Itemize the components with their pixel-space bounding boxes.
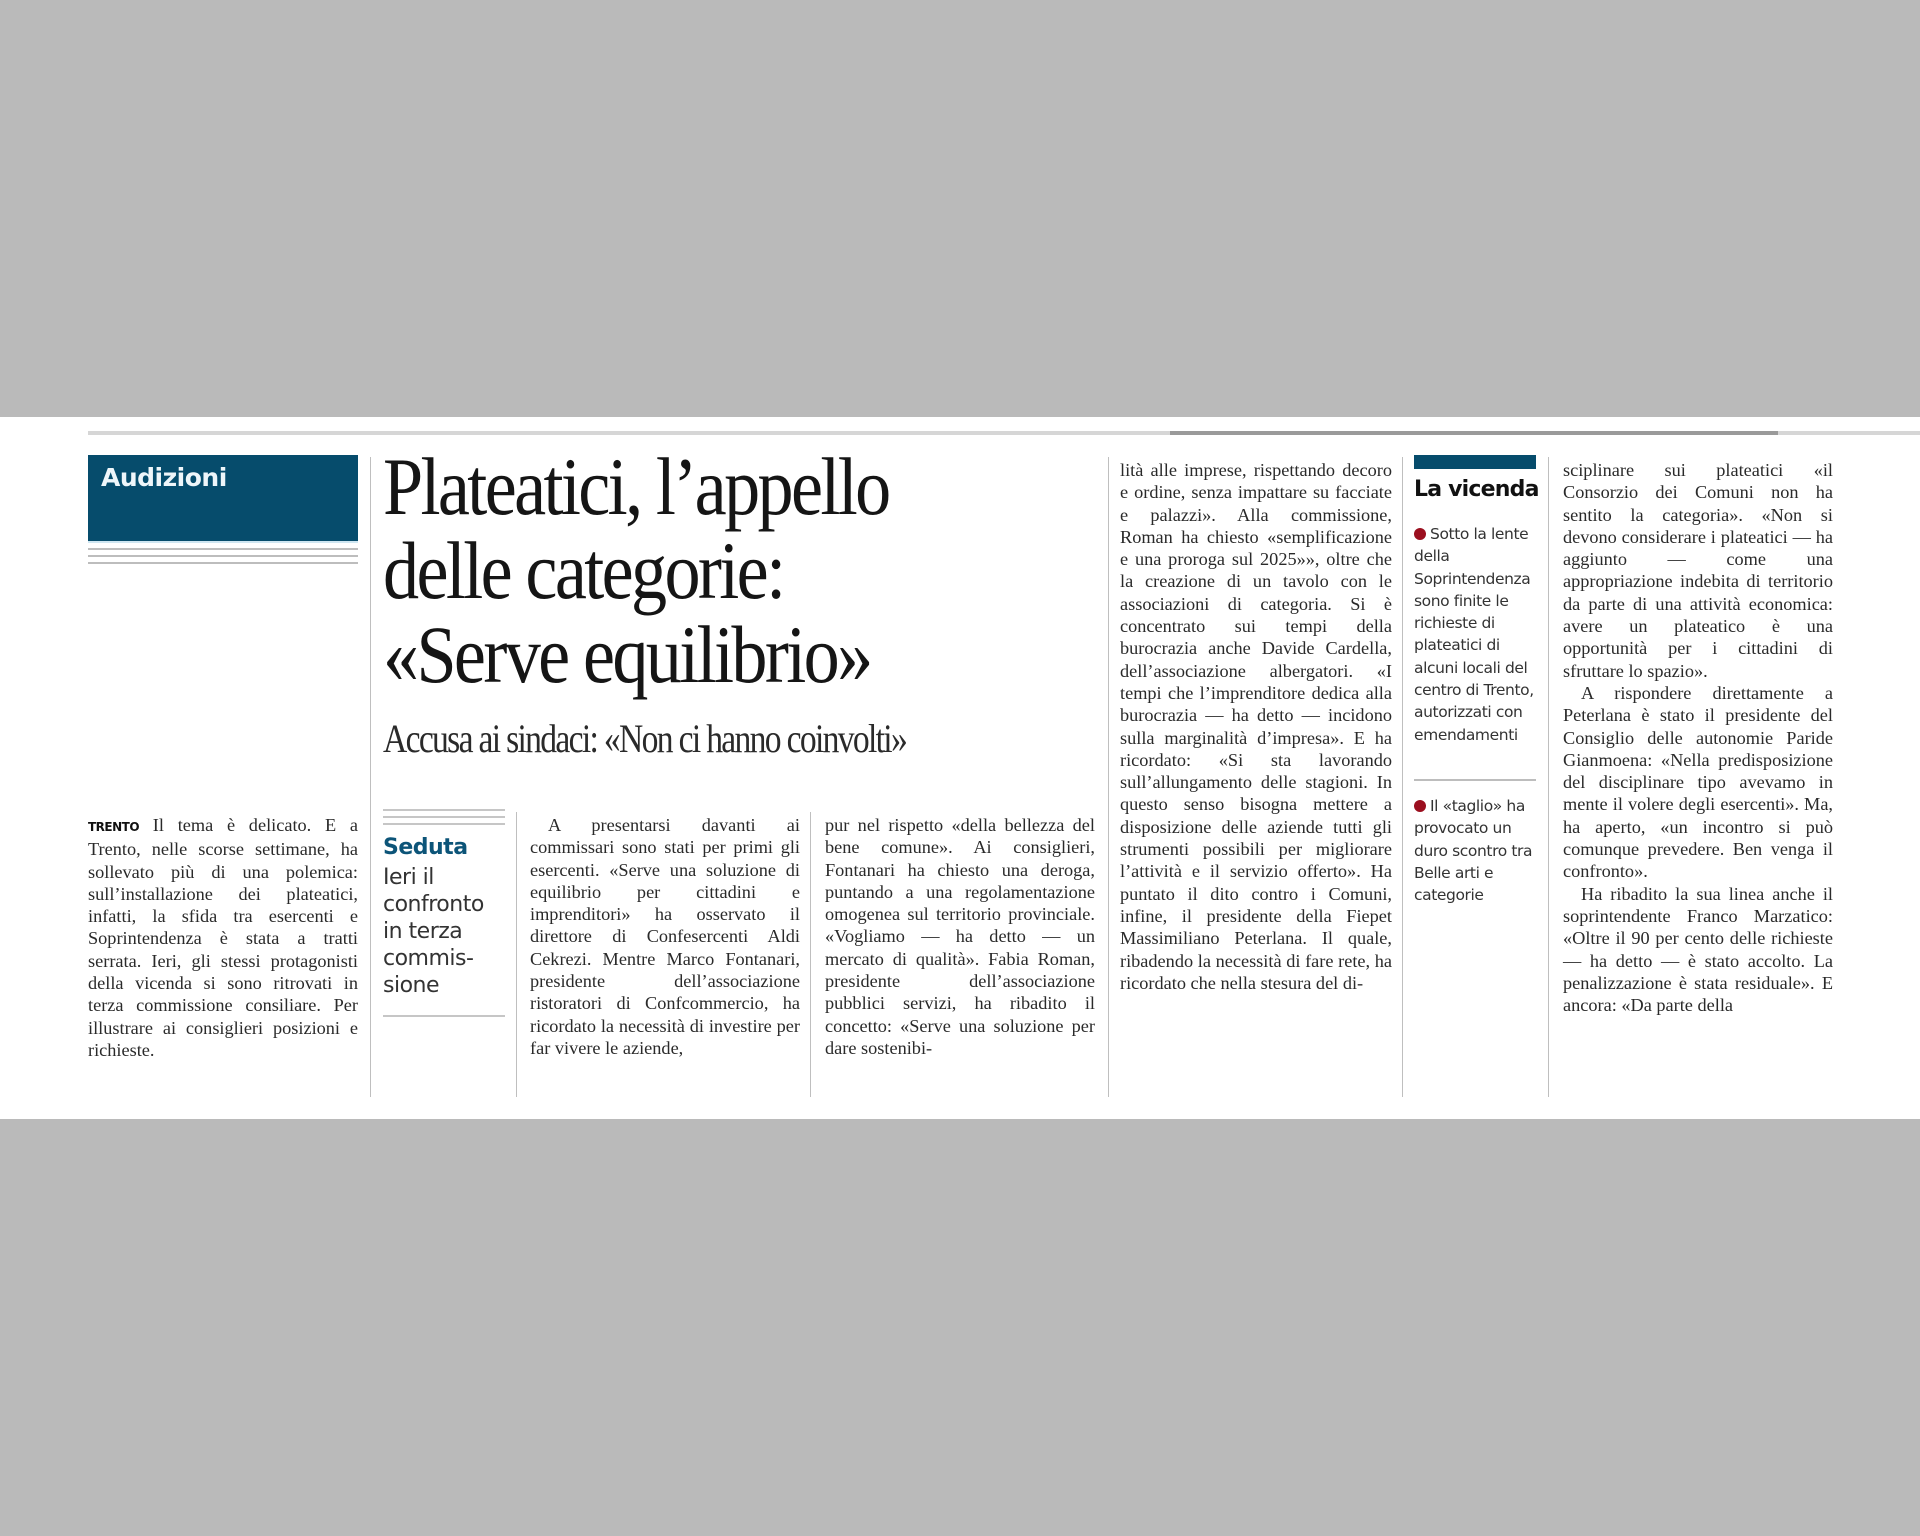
box-rules xyxy=(383,809,505,830)
paragraph: sciplinare sui plateatici «il Consorzio dei Comuni non ha sentito la categoria». «Non si devono considerare i plateatici — ha aggiunto — come una appropriazione indebita di territorio da parte di una attività economica: avere un plateatico è una opportunità per i cittadini di sfruttare lo spazio». xyxy=(1563,460,1833,681)
column-divider xyxy=(1108,457,1109,1097)
article-column-4 xyxy=(1563,459,1833,1016)
sidebar-separator xyxy=(1414,779,1536,781)
lead-paragraph xyxy=(88,814,358,1061)
headline-line: Plateatici, l’appello xyxy=(383,441,889,532)
section-tag-rules xyxy=(88,548,358,569)
box-text: Ieri il confronto in terza commis-sione xyxy=(383,865,484,998)
sidebar-title: La vicenda xyxy=(1414,477,1539,502)
box-bottom-rule xyxy=(383,1015,505,1017)
paragraph: A presentarsi davanti ai commissari sono stati per primi gli esercenti. «Serve una soluzione di equilibrio per cittadini e imprenditori» ha osservato il direttore di Confesercenti Aldi Cekrezi. Mentre Marco Fontanari, presidente dell’associazione ristoratori di Confcommercio, ha ricordato la necessità di investire per far vivere le aziende, xyxy=(530,815,800,1058)
sidebar-item xyxy=(1414,795,1536,906)
subheadline: Accusa ai sindaci: «Non ci hanno coinvolti» xyxy=(383,716,907,761)
bullet-icon xyxy=(1414,800,1426,812)
bullet-icon xyxy=(1414,528,1426,540)
section-tag xyxy=(88,455,358,541)
article-column-2 xyxy=(825,814,1095,1059)
lead-text: Il tema è delicato. E a Trento, nelle scorse settimane, ha sollevato più di una polemica: sull’installazione dei plateatici, infatti, la sfida tra esercenti e Soprintendenza è stata a tratti serrata. Ieri, gli stessi protagonisti della vicenda si sono ritrovati in terza commissione consiliare. Per illustrare ai consiglieri posizioni e richieste. xyxy=(88,815,358,1060)
article-column-3 xyxy=(1120,459,1392,994)
headline-line: «Serve equilibrio» xyxy=(383,609,871,700)
dateline: TRENTO xyxy=(88,820,140,834)
paragraph: A rispondere direttamente a Peterlana è stato il presidente del Consiglio delle autonomie Paride Gianmoena: «Nella predisposizione del disciplinare tipo avevamo in mente il volere degli esercenti». Ma, ha aperto, «un incontro si può comunque prevedere. Ben venga il confronto». xyxy=(1563,682,1833,882)
sidebar-item-text: Sotto la lente della Soprintendenza sono finite le richieste di plateatici di alcuni locali del centro di Trento, autorizzati con emendamenti xyxy=(1414,525,1534,744)
paragraph: lità alle imprese, rispettando decoro e ordine, senza impattare su facciate e palazzi». Alla commissione, Roman ha chiesto «semplificazione e una proroga sul 2025»», oltre che la creazione di un tavolo con le associazioni di categoria. Si è concentrato sui tempi della burocrazia anche Davide Cardella, dell’associazione albergatori. «I tempi che l’imprenditore dedica alla burocrazia — ha detto — incidono sulla marginalità d’impresa». E ha ricordato: «Si sta lavorando sull’allungamento delle stagioni. In questo senso bisogna mettere a disposizione delle aziende tutti gli strumenti possibili per migliorare l’attività e il servizio offerto». Ha puntato il dito contro i Comuni, infine, il presidente della Fiepet Massimiliano Peterlana. Il quale, ribadendo la necessità di fare rete, ha ricordato che nella stesura del di- xyxy=(1120,460,1392,993)
sidebar-item-text: Il «taglio» ha provocato un duro scontro tra Belle arti e categorie xyxy=(1414,797,1533,905)
column-divider xyxy=(810,812,811,1097)
section-tag-label: Audizioni xyxy=(101,463,227,492)
column-divider xyxy=(1402,457,1403,1097)
column-divider xyxy=(1548,457,1549,1097)
paragraph: pur nel rispetto «della bellezza del bene comune». Ai consiglieri, Fontanari ha chiesto una deroga, puntando a una regolamentazione omogenea sul territorio provinciale. «Vogliamo — ha detto — un mercato di qualità». Fabia Roman, presidente dell’associazione pubblici servizi, ha ribadito il concetto: «Serve una soluzione per dare sostenibi- xyxy=(825,815,1095,1058)
newspaper-clipping xyxy=(0,417,1920,1119)
top-rule-accent xyxy=(1170,431,1778,435)
column-divider xyxy=(516,812,517,1097)
article-column-1 xyxy=(530,814,800,1059)
column-divider xyxy=(370,457,371,1097)
box-title: Seduta xyxy=(383,835,468,860)
headline xyxy=(383,441,1034,700)
paragraph: Ha ribadito la sua linea anche il soprintendente Franco Marzatico: «Oltre il 90 per cento delle richieste — ha detto — è stato accolto. La penalizzazione è stata residuale». E ancora: «Da parte della xyxy=(1563,883,1833,1016)
headline-line: delle categorie: xyxy=(383,525,784,616)
sidebar-accent-bar xyxy=(1414,455,1536,469)
sidebar-item xyxy=(1414,523,1536,746)
